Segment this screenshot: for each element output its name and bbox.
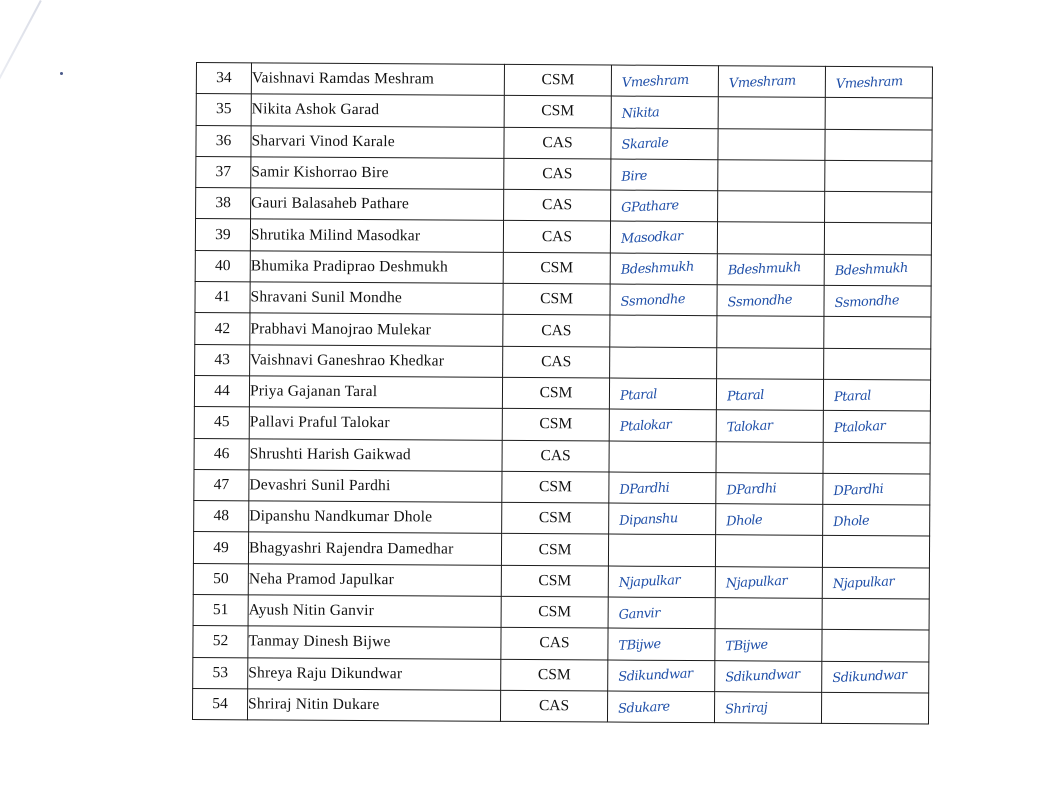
handwritten-signature: Sdukare xyxy=(617,699,671,717)
serial-number-cell: 37 xyxy=(196,156,251,188)
handwritten-signature: Vmeshram xyxy=(728,73,796,92)
table-row xyxy=(196,63,932,99)
department-cell: CSM xyxy=(504,96,611,128)
student-name-cell: Gauri Balasaheb Pathare xyxy=(251,188,504,221)
student-name-cell: Devashri Sunil Pardhi xyxy=(249,470,502,503)
signature-cell xyxy=(822,661,929,693)
handwritten-signature: Njapulkar xyxy=(618,573,681,592)
signature-cell xyxy=(715,660,822,692)
handwritten-signature xyxy=(825,236,931,241)
handwritten-signature xyxy=(824,330,930,335)
handwritten-signature: Masodkar xyxy=(620,229,683,247)
handwritten-signature xyxy=(718,204,824,209)
handwritten-signature xyxy=(826,111,932,116)
student-name-cell: Sharvari Vinod Karale xyxy=(251,125,504,158)
signature-cell xyxy=(609,409,716,441)
handwritten-signature: Njapulkar xyxy=(725,574,788,592)
handwritten-signature xyxy=(717,455,823,460)
handwritten-signature xyxy=(823,612,929,617)
signature-cell xyxy=(608,660,715,692)
signature-cell xyxy=(715,535,822,567)
handwritten-signature: Vmeshram xyxy=(621,72,689,91)
signature-cell xyxy=(610,222,717,254)
serial-number-cell: 50 xyxy=(193,563,248,595)
signature-cell xyxy=(608,628,715,660)
handwritten-signature xyxy=(825,174,931,179)
handwritten-signature: Ptalokar xyxy=(833,418,886,437)
signature-cell xyxy=(718,97,825,129)
handwritten-signature: Sdikundwar xyxy=(617,666,693,686)
department-cell: CAS xyxy=(502,440,609,472)
serial-number-cell: 39 xyxy=(195,219,250,251)
department-cell: CSM xyxy=(502,471,609,503)
signature-cell xyxy=(822,630,929,662)
handwritten-signature: Njapulkar xyxy=(832,574,895,593)
signature-cell xyxy=(609,378,716,410)
serial-number-cell: 38 xyxy=(196,188,251,220)
signature-cell xyxy=(825,192,932,224)
signature-cell xyxy=(715,629,822,661)
signature-cell xyxy=(610,347,717,379)
signature-cell xyxy=(824,317,931,349)
handwritten-signature xyxy=(826,142,932,147)
serial-number-cell: 34 xyxy=(196,63,251,95)
signature-cell xyxy=(609,472,716,504)
handwritten-signature: Dhole xyxy=(725,512,763,530)
signature-cell xyxy=(608,534,715,566)
signature-cell xyxy=(717,347,824,379)
handwritten-signature: Ptaral xyxy=(619,386,658,404)
signature-cell xyxy=(610,284,717,316)
signature-cell xyxy=(824,254,931,286)
department-cell: CAS xyxy=(504,127,611,159)
department-cell: CAS xyxy=(503,346,610,378)
signature-cell xyxy=(716,379,823,411)
signature-cell xyxy=(718,128,825,160)
student-name-cell: Bhagyashri Rajendra Damedhar xyxy=(248,532,501,565)
signature-cell xyxy=(717,285,824,317)
handwritten-signature: Bire xyxy=(621,168,648,185)
signature-cell xyxy=(608,597,715,629)
student-name-cell: Shrutika Milind Masodkar xyxy=(250,219,503,252)
handwritten-signature: Ssmondhe xyxy=(727,292,793,311)
student-name-cell: Shrushti Harish Gaikwad xyxy=(249,438,502,471)
table-row xyxy=(194,375,930,411)
student-name-cell: Shreya Raju Dikundwar xyxy=(248,657,501,690)
signature-cell xyxy=(718,66,825,98)
signature-cell xyxy=(717,316,824,348)
signature-cell xyxy=(823,473,930,505)
signature-cell xyxy=(823,442,930,474)
serial-number-cell: 46 xyxy=(194,438,249,470)
table-row xyxy=(195,250,931,286)
table-row xyxy=(196,94,932,130)
signature-cell xyxy=(822,567,929,599)
signature-cell xyxy=(716,441,823,473)
signature-cell xyxy=(718,191,825,223)
attendance-table-body xyxy=(192,63,932,725)
handwritten-signature: Ssmondhe xyxy=(620,291,686,310)
department-cell: CSM xyxy=(502,377,609,409)
handwritten-signature: Ptalokar xyxy=(619,417,672,435)
handwritten-signature: Nikita xyxy=(621,105,660,122)
table-row xyxy=(194,438,930,474)
handwritten-signature: DPardhi xyxy=(619,480,670,498)
signature-cell xyxy=(715,566,822,598)
student-name-cell: Prabhavi Manojrao Mulekar xyxy=(250,313,503,346)
handwritten-signature xyxy=(609,548,715,553)
handwritten-signature xyxy=(610,360,716,365)
handwritten-signature: Ptaral xyxy=(726,387,765,405)
signature-cell xyxy=(822,536,929,568)
handwritten-signature xyxy=(717,361,823,366)
signature-cell xyxy=(824,223,931,255)
handwritten-signature xyxy=(825,205,931,210)
handwritten-signature: TBijwe xyxy=(725,637,769,655)
paper-crease xyxy=(0,0,42,98)
department-cell: CSM xyxy=(502,409,609,441)
paper-speck xyxy=(60,72,63,75)
handwritten-signature xyxy=(716,549,822,554)
department-cell: CSM xyxy=(501,565,608,597)
signature-cell xyxy=(825,98,932,130)
department-cell: CAS xyxy=(501,628,608,660)
table-row xyxy=(193,657,929,693)
department-cell: CSM xyxy=(502,503,609,535)
department-cell: CSM xyxy=(501,596,608,628)
serial-number-cell: 35 xyxy=(196,94,251,126)
table-row xyxy=(192,688,928,724)
handwritten-signature: Vmeshram xyxy=(835,73,903,92)
handwritten-signature: Dhole xyxy=(832,513,870,530)
signature-cell xyxy=(717,253,824,285)
table-row xyxy=(193,595,929,631)
signature-cell xyxy=(716,473,823,505)
handwritten-signature xyxy=(824,362,930,367)
table-row xyxy=(196,125,932,161)
signature-cell xyxy=(610,315,717,347)
student-name-cell: Priya Gajanan Taral xyxy=(249,376,502,409)
handwritten-signature: Ganvir xyxy=(618,605,661,623)
student-name-cell: Pallavi Praful Talokar xyxy=(249,407,502,440)
handwritten-signature: Bdeshmukh xyxy=(727,260,802,279)
serial-number-cell: 49 xyxy=(193,532,248,564)
table-row xyxy=(193,532,929,568)
serial-number-cell: 41 xyxy=(195,282,250,314)
serial-number-cell: 36 xyxy=(196,125,251,157)
department-cell: CAS xyxy=(500,690,607,722)
handwritten-signature xyxy=(610,329,716,334)
signature-cell xyxy=(825,129,932,161)
department-cell: CSM xyxy=(501,659,608,691)
handwritten-signature xyxy=(718,173,824,178)
handwritten-signature: Sdikundwar xyxy=(724,667,800,686)
table-row xyxy=(193,626,929,662)
table-row xyxy=(196,188,932,224)
table-row xyxy=(195,282,931,318)
serial-number-cell: 42 xyxy=(195,313,250,345)
handwritten-signature xyxy=(822,706,928,711)
handwritten-signature: Ptaral xyxy=(833,388,872,405)
serial-number-cell: 40 xyxy=(195,250,250,282)
handwritten-signature: Ssmondhe xyxy=(834,292,900,311)
table-row xyxy=(195,313,931,349)
handwritten-signature xyxy=(719,142,825,147)
serial-number-cell: 51 xyxy=(193,595,248,627)
serial-number-cell: 44 xyxy=(194,375,249,407)
handwritten-signature: Sdikundwar xyxy=(831,667,907,687)
student-name-cell: Vaishnavi Ganeshrao Khedkar xyxy=(250,345,503,378)
serial-number-cell: 45 xyxy=(194,407,249,439)
department-cell: CSM xyxy=(503,252,610,284)
department-cell: CAS xyxy=(504,190,611,222)
signature-cell xyxy=(611,159,718,191)
serial-number-cell: 47 xyxy=(194,469,249,501)
serial-number-cell: 52 xyxy=(193,626,248,658)
table-row xyxy=(193,563,929,599)
student-name-cell: Dipanshu Nandkumar Dhole xyxy=(249,501,502,534)
table-row xyxy=(195,219,931,255)
signature-cell xyxy=(716,504,823,536)
table-row xyxy=(194,501,930,537)
serial-number-cell: 53 xyxy=(193,657,248,689)
handwritten-signature: Bdeshmukh xyxy=(620,259,695,279)
signature-cell xyxy=(823,504,930,536)
student-name-cell: Shravani Sunil Mondhe xyxy=(250,282,503,315)
signature-cell xyxy=(611,96,718,128)
handwritten-signature: Bdeshmukh xyxy=(834,261,909,280)
signature-cell xyxy=(715,598,822,630)
student-name-cell: Ayush Nitin Ganvir xyxy=(248,595,501,628)
signature-cell xyxy=(608,566,715,598)
student-name-cell: Nikita Ashok Garad xyxy=(251,94,504,127)
student-name-cell: Neha Pramod Japulkar xyxy=(248,564,501,597)
handwritten-signature xyxy=(716,611,822,616)
signature-cell xyxy=(825,66,932,98)
signature-cell xyxy=(822,598,929,630)
student-name-cell: Vaishnavi Ramdas Meshram xyxy=(251,63,504,96)
handwritten-signature xyxy=(823,643,929,648)
signature-cell xyxy=(611,65,718,97)
department-cell: CSM xyxy=(501,534,608,566)
handwritten-signature xyxy=(610,454,716,459)
handwritten-signature: Shriraj xyxy=(724,700,768,718)
handwritten-signature: DPardhi xyxy=(726,480,777,498)
table-row xyxy=(194,407,930,443)
department-cell: CAS xyxy=(503,221,610,253)
handwritten-signature: DPardhi xyxy=(833,481,884,499)
signature-cell xyxy=(824,348,931,380)
signature-cell xyxy=(825,160,932,192)
handwritten-signature: Talokar xyxy=(726,418,773,436)
department-cell: CAS xyxy=(503,315,610,347)
signature-cell xyxy=(718,160,825,192)
handwritten-signature xyxy=(718,236,824,241)
serial-number-cell: 54 xyxy=(192,688,247,720)
department-cell: CAS xyxy=(504,158,611,190)
signature-cell xyxy=(609,503,716,535)
signature-cell xyxy=(611,128,718,160)
attendance-table xyxy=(192,62,933,725)
serial-number-cell: 43 xyxy=(195,344,250,376)
student-name-cell: Bhumika Pradiprao Deshmukh xyxy=(250,251,503,284)
handwritten-signature xyxy=(719,111,825,116)
signature-cell xyxy=(714,692,821,724)
handwritten-signature xyxy=(717,330,823,335)
table-row xyxy=(194,469,930,505)
handwritten-signature: TBijwe xyxy=(618,636,662,654)
signature-cell xyxy=(609,441,716,473)
student-name-cell: Tanmay Dinesh Bijwe xyxy=(248,626,501,659)
student-name-cell: Samir Kishorrao Bire xyxy=(251,157,504,190)
department-cell: CSM xyxy=(503,283,610,315)
signature-cell xyxy=(823,411,930,443)
serial-number-cell: 48 xyxy=(194,501,249,533)
signature-cell xyxy=(611,190,718,222)
signature-cell xyxy=(821,692,928,724)
student-name-cell: Shriraj Nitin Dukare xyxy=(247,689,500,722)
signature-cell xyxy=(823,379,930,411)
handwritten-signature xyxy=(824,455,930,460)
department-cell: CSM xyxy=(504,64,611,96)
handwritten-signature xyxy=(823,549,929,554)
handwritten-signature: Skarale xyxy=(621,135,669,154)
signature-cell xyxy=(607,691,714,723)
signature-cell xyxy=(610,253,717,285)
table-row xyxy=(195,344,931,380)
table-row xyxy=(196,156,932,192)
signature-cell xyxy=(717,222,824,254)
handwritten-signature: Dipanshu xyxy=(618,510,678,529)
signature-cell xyxy=(716,410,823,442)
handwritten-signature: GPathare xyxy=(620,198,680,216)
signature-cell xyxy=(824,285,931,317)
